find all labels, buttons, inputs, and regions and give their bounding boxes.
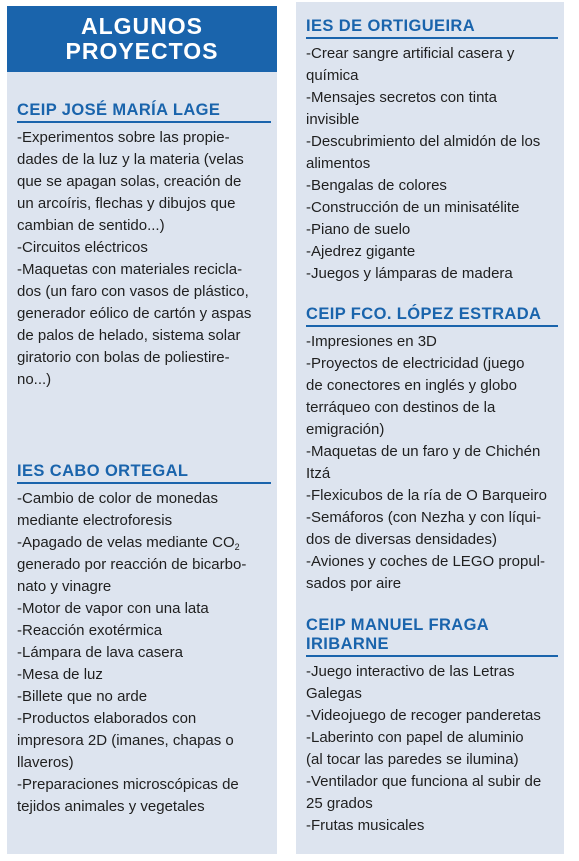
section-ceip-jose-maria-lage: [17, 101, 271, 391]
list-item: alimentos: [306, 155, 371, 172]
list-item: -Flexicubos de la ría de O Barqueiro: [306, 487, 547, 504]
section-ies-cabo-ortegal: [17, 462, 271, 818]
list-item: invisible: [306, 111, 360, 128]
list-item: -Proyectos de electricidad (juego: [306, 355, 525, 372]
section-title-line-2: IRIBARNE: [306, 635, 389, 653]
list-item: -Juegos y lámparas de madera: [306, 265, 513, 282]
list-item: -Descubrimiento del almidón de los: [306, 133, 541, 150]
list-item: -Productos elaborados con: [17, 710, 197, 727]
list-item: generado por reacción de bicarbo-: [17, 556, 247, 573]
section-title: IES CABO ORTEGAL: [17, 462, 271, 484]
item-list: [17, 127, 271, 391]
list-item: -Circuitos eléctricos: [17, 239, 148, 256]
list-item: (al tocar las paredes se ilumina): [306, 751, 519, 768]
right-column: [296, 2, 564, 854]
banner-line-1: ALGUNOS: [81, 13, 203, 39]
co2-subscript: 2: [234, 542, 240, 552]
list-item: -Impresiones en 3D: [306, 333, 437, 350]
list-item: -Experimentos sobre las propie-: [17, 129, 230, 146]
section-title: IES DE ORTIGUEIRA: [306, 17, 558, 39]
list-item: -Preparaciones microscópicas de: [17, 776, 239, 793]
list-item: dos (un faro con vasos de plástico,: [17, 283, 249, 300]
list-item: -Billete que no arde: [17, 688, 148, 705]
item-list: [17, 488, 271, 818]
section-ies-de-ortigueira: [306, 17, 558, 285]
list-item: giratorio con bolas de poliestire-: [17, 349, 230, 366]
list-item: un arcoíris, flechas y dibujos que: [17, 195, 236, 212]
list-item: 25 grados: [306, 795, 373, 812]
list-item: cambian de sentido...): [17, 217, 165, 234]
list-item: dos de diversas densidades): [306, 531, 497, 548]
list-item: -Aviones y coches de LEGO propul-: [306, 553, 546, 570]
list-item: -Piano de suelo: [306, 221, 411, 238]
list-item: -Mesa de luz: [17, 666, 103, 683]
list-item: -Maquetas con materiales recicla-: [17, 261, 243, 278]
list-item: Itzá: [306, 465, 331, 482]
co2-text: -Apagado de velas mediante CO: [17, 534, 235, 551]
list-item: -Lámpara de lava casera: [17, 644, 183, 661]
list-item: -Maquetas de un faro y de Chichén: [306, 443, 541, 460]
list-item: -Bengalas de colores: [306, 177, 447, 194]
list-item: química: [306, 67, 359, 84]
item-list: [306, 661, 558, 837]
item-list: [306, 43, 558, 285]
list-item: emigración): [306, 421, 385, 438]
banner-line-2: PROYECTOS: [65, 38, 219, 64]
list-item: nato y vinagre: [17, 578, 112, 595]
banner: [7, 6, 277, 72]
list-item: llaveros): [17, 754, 74, 771]
list-item: -Semáforos (con Nezha y con líqui-: [306, 509, 542, 526]
list-item: -Videojuego de recoger panderetas: [306, 707, 541, 724]
list-item: mediante electroforesis: [17, 512, 173, 529]
list-item: -Juego interactivo de las Letras: [306, 663, 515, 680]
list-item: -Crear sangre artificial casera y: [306, 45, 515, 62]
list-item: sados por aire: [306, 575, 402, 592]
item-list: [306, 331, 558, 595]
list-item: de palos de helado, sistema solar: [17, 327, 241, 344]
list-item: tejidos animales y vegetales: [17, 798, 205, 815]
list-item: -Frutas musicales: [306, 817, 425, 834]
section-title: CEIP JOSÉ MARÍA LAGE: [17, 101, 271, 123]
list-item: de conectores en inglés y globo: [306, 377, 517, 394]
list-item: -Reacción exotérmica: [17, 622, 163, 639]
list-item: terráqueo con destinos de la: [306, 399, 496, 416]
list-item: -Cambio de color de monedas: [17, 490, 218, 507]
list-item: Galegas: [306, 685, 362, 702]
list-item: dades de la luz y la materia (velas: [17, 151, 244, 168]
list-item: [17, 532, 271, 554]
list-item: -Construcción de un minisatélite: [306, 199, 520, 216]
section-ceip-manuel-fraga-iribarne: [306, 616, 558, 837]
section-title-line-1: CEIP MANUEL FRAGA: [306, 616, 490, 634]
list-item: generador eólico de cartón y aspas: [17, 305, 252, 322]
list-item: que se apagan solas, creación de: [17, 173, 242, 190]
list-item: -Ventilador que funciona al subir de: [306, 773, 542, 790]
left-column: [7, 6, 277, 854]
list-item: -Ajedrez gigante: [306, 243, 416, 260]
section-title: CEIP FCO. LÓPEZ ESTRADA: [306, 305, 558, 327]
section-title: [306, 616, 558, 657]
list-item: -Mensajes secretos con tinta: [306, 89, 497, 106]
list-item: -Motor de vapor con una lata: [17, 600, 209, 617]
list-item: no...): [17, 371, 52, 388]
list-item: impresora 2D (imanes, chapas o: [17, 732, 234, 749]
list-item: -Laberinto con papel de aluminio: [306, 729, 524, 746]
section-ceip-fco-lopez-estrada: [306, 305, 558, 595]
